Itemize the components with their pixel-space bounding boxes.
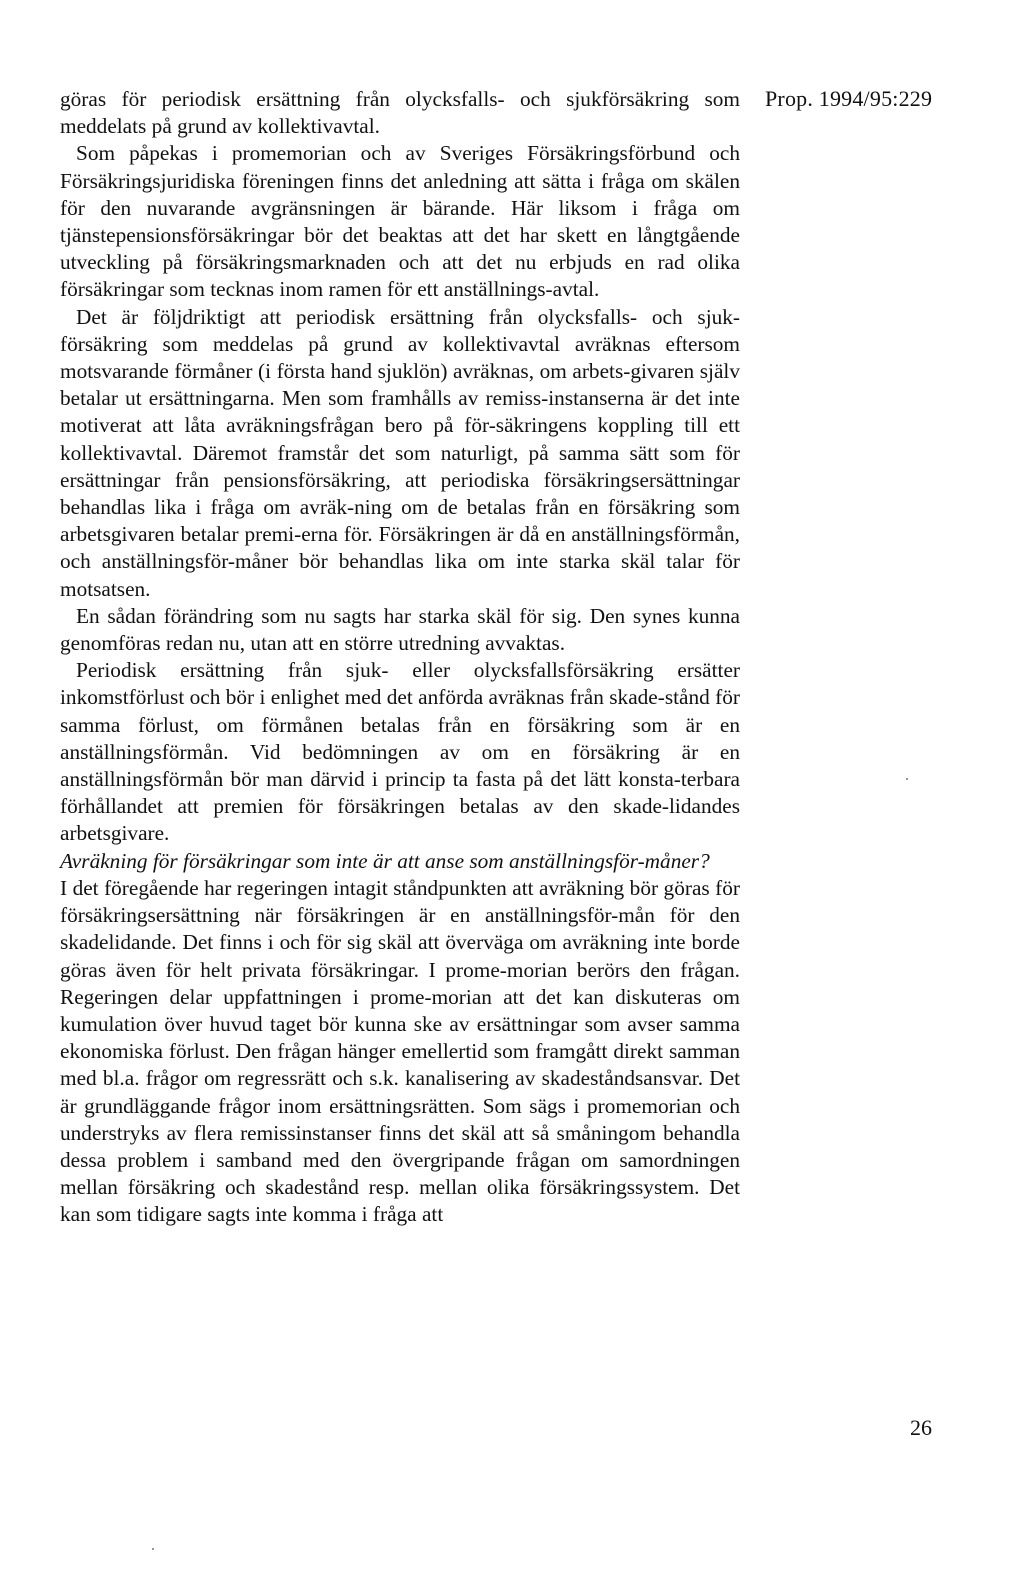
body-text <box>60 86 740 1229</box>
paragraph: En sådan förändring som nu sagts har starka skäl för sig. Den synes kunna genomföras redan nu, utan att en större utredning avvaktas. <box>60 603 740 656</box>
section-heading: Avräkning för försäkringar som inte är att anse som anställningsför-måner? <box>60 848 710 873</box>
paragraph: I det föregående har regeringen intagit ståndpunkten att avräkning bör göras för försäkringsersättning när försäkringen är en anställningsför-mån för den skadelidande. Det finns i och för sig skäl att överväga om avräkning inte borde göras även för helt privata försäkringar. I prome-morian berörs den frågan. Regeringen delar uppfattningen i prome-morian att det kan diskuteras om kumulation över huvud taget bör kunna ske av ersättningar som avser samma ekonomiska förlust. Den frågan hänger emellertid som framgått direkt samman med bl.a. frågor om regressrätt och s.k. kanalisering av skadeståndsansvar. Det är grundläggande frågor inom ersättningsrätten. Som sägs i promemorian och understryks av flera remissinstanser finns det skäl att så småningom behandla dessa problem i samband med den övergripande frågan om samordningen mellan försäkring och skadestånd resp. mellan olika försäkringssystem. Det kan som tidigare sagts inte komma i fråga att <box>60 875 740 1227</box>
proposition-reference: Prop. 1994/95:229 <box>765 86 933 111</box>
paragraph: göras för periodisk ersättning från olycksfalls- och sjukförsäkring som meddelats på grund av kollektivavtal. <box>60 87 740 139</box>
paragraph: Periodisk ersättning från sjuk- eller olycksfallsförsäkring ersätter inkomstförlust och bör i enlighet med det anförda avräknas från skade-stånd för samma förlust, om förmånen betalas från en försäkring som är en anställningsförmån. Vid bedömningen av om en försäkring är en anställningsförmån bör man därvid i princip ta fasta på det lätt konsta-terbara förhållandet att premien för försäkringen betalas av den skade-lidandes arbetsgivare. <box>60 658 740 846</box>
page-number: 26 <box>910 1415 932 1440</box>
scan-speck <box>906 778 908 780</box>
paragraph: Som påpekas i promemorian och av Sveriges Försäkringsförbund och Försäkringsjuridiska föreningen finns det anledning att sätta i fråga om skälen för den nuvarande avgränsningen är bärande. Här liksom i fråga om tjänstepensionsförsäkringar bör det beaktas att det har skett en långtgående utveckling på försäkringsmarknaden och att det nu erbjuds en rad olika försäkringar som tecknas inom ramen för ett anställnings-avtal. <box>60 141 740 302</box>
scan-speck <box>152 1548 154 1550</box>
paragraph: Det är följdriktigt att periodisk ersättning från olycksfalls- och sjuk-försäkring som meddelas på grund av kollektivavtal avräknas eftersom motsvarande förmåner (i första hand sjuklön) avräknas, om arbets-givaren själv betalar ut ersättningarna. Men som framhålls av remiss-instanserna är det inte motiverat att låta avräkningsfrågan bero på för-säkringens koppling till ett kollektivavtal. Däremot framstår det som naturligt, på samma sätt som för ersättningar från pensionsförsäkring, att periodiska försäkringsersättningar behandlas lika i fråga om avräk-ning om de betalas från en försäkring som arbetsgivaren betalar premi-erna för. Försäkringen är då en anställningsförmån, och anställningsför-måner bör behandlas lika om inte starka skäl talar för motsatsen. <box>60 304 740 601</box>
